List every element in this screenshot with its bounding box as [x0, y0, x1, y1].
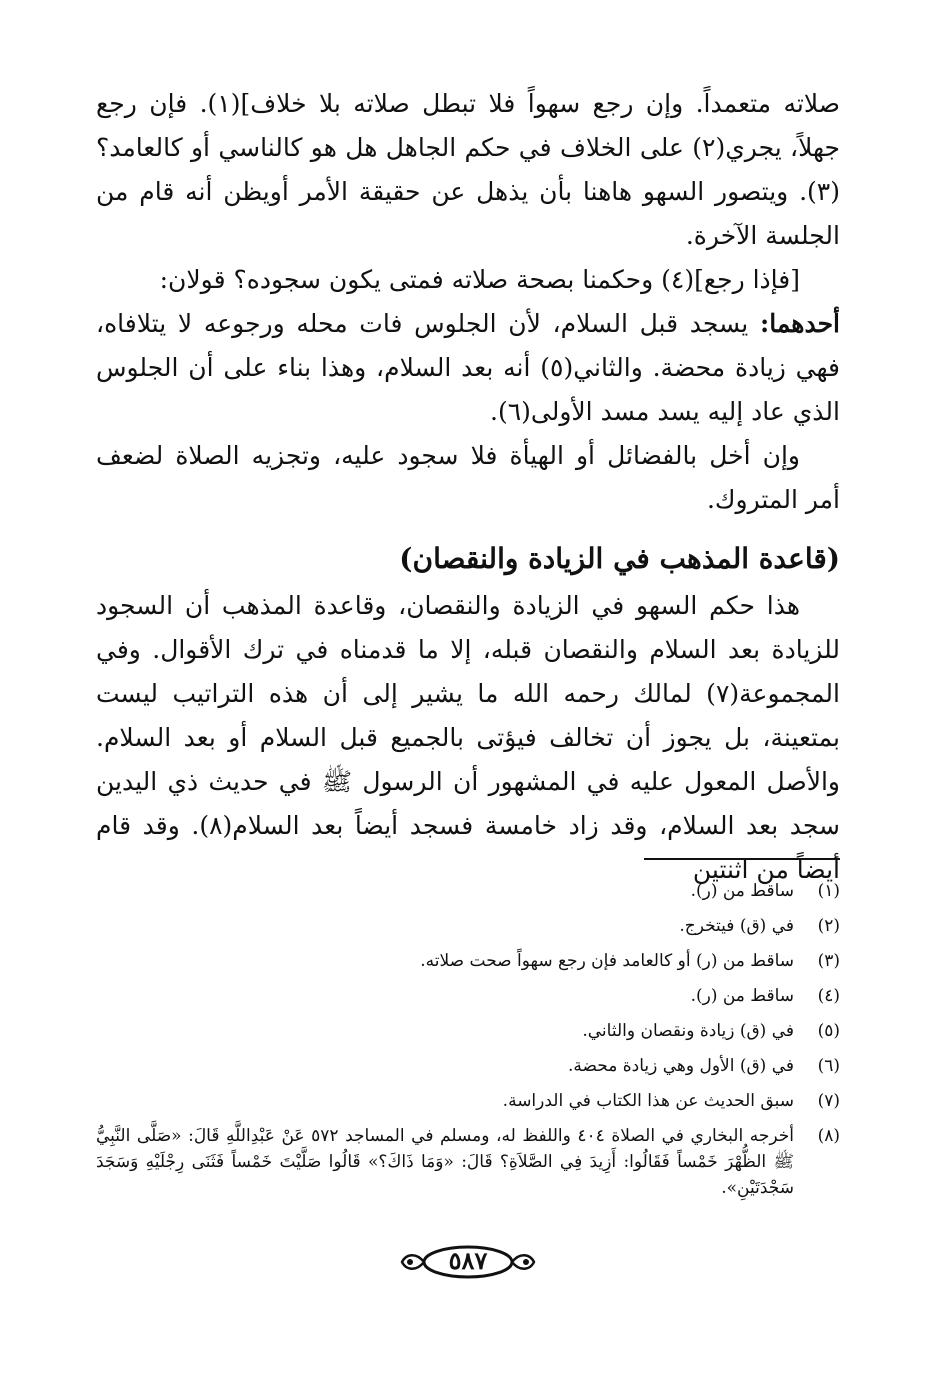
footnote-text: سبق الحديث عن هذا الكتاب في الدراسة.: [502, 1091, 794, 1111]
footnote-text: في (ق) فيتخرج.: [679, 916, 794, 936]
footnote-text: في (ق) الأول وهي زيادة محضة.: [567, 1056, 794, 1076]
footnote: [96, 1053, 840, 1079]
book-page: [96, 82, 840, 1322]
footnote-number: (٧): [817, 1091, 840, 1111]
paragraph-3-text: يسجد قبل السلام، لأن الجلوس فات محله ورجوعه لا يتلافاه، فهي زيادة محضة. والثاني(٥) أنه بعد السلام، وهذا بناء على أن الجلوس الذي عاد إليه يسد مسد الأولى(٦).: [96, 309, 840, 426]
footnote-separator: [644, 858, 840, 860]
footnote: [96, 1088, 840, 1114]
paragraph-3: [96, 302, 840, 434]
paragraph-4: وإن أخل بالفضائل أو الهيأة فلا سجود عليه، وتجزيه الصلاة لضعف أمر المتروك.: [96, 441, 840, 514]
footnote: [96, 983, 840, 1009]
page-number: ٥٨٧: [448, 1246, 488, 1275]
section-heading: (قاعدة المذهب في الزيادة والنقصان): [399, 542, 840, 575]
footnote-number: (٥): [817, 1021, 840, 1041]
footnote: [96, 948, 840, 974]
footnote: [96, 1018, 840, 1044]
paragraph-2: [فإذا رجع](٤) وحكمنا بصحة صلاته فمتى يكون سجوده؟ قولان:: [159, 265, 800, 294]
footnote-number: (٣): [817, 951, 840, 971]
footnote-number: (٢): [817, 916, 840, 936]
paragraph-5: هذا حكم السهو في الزيادة والنقصان، وقاعدة المذهب أن السجود للزيادة بعد السلام والنقصان قبله، إلا ما قدمناه في ترك الأقوال. وفي المجموعة(٧) لمالك رحمه الله ما يشير إلى أن هذه التراتيب ليست بمتعينة، بل يجوز أن تخالف فيؤتى بالجميع قبل السلام أو بعد السلام. والأصل المعول عليه في المشهور أن الرسول ﷺ في حديث ذي اليدين سجد بعد السلام، وقد زاد خامسة فسجد أيضاً بعد السلام(٨). وقد قام أيضاً من اثنتين: [96, 591, 840, 884]
footnote-text: ساقط من (ر) أو كالعامد فإن رجع سهواً صحت صلاته.: [420, 951, 794, 971]
footnote-number: (٨): [817, 1126, 840, 1146]
footnote: [96, 1123, 840, 1201]
footnote-text: أخرجه البخاري في الصلاة ٤٠٤ واللفظ له، ومسلم في المساجد ٥٧٢ عَنْ عَبْدِاللَّهِ قَالَ: «صَلَّى النَّبِيُّ ﷺ الظُّهْرَ خَمْساً فَقَالُوا: أَزِيدَ فِي الصَّلاَةِ؟ قَالَ: «وَمَا ذَاكَ؟» قَالُوا صَلَّيْتَ خَمْساً فَثَنَى رِجْلَيْهِ وَسَجَدَ سَجْدَتَيْنِ».: [96, 1126, 795, 1198]
paragraph-3-lead: أحدهما:: [759, 309, 840, 338]
footnote-number: (١): [817, 881, 840, 901]
footnote-number: (٦): [817, 1056, 840, 1076]
footnotes: [96, 878, 840, 1210]
footnote-number: (٤): [817, 986, 840, 1006]
footnote: [96, 878, 840, 904]
paragraph-1: صلاته متعمداً. وإن رجع سهواً فلا تبطل صلاته بلا خلاف](١). فإن رجع جهلاً، يجري(٢) على الخلاف في حكم الجاهل هل هو كالناسي أو كالعامد؟(٣). ويتصور السهو هاهنا بأن يذهل عن حقيقة الأمر أويظن أنه قام من الجلسة الآخرة.: [96, 89, 840, 250]
footnote-text: ساقط من (ر).: [690, 881, 794, 901]
footnote-text: في (ق) زيادة ونقصان والثاني.: [582, 1021, 794, 1041]
page-number-ornament: [396, 1242, 540, 1282]
footnote-text: ساقط من (ر).: [690, 986, 794, 1006]
footnote: [96, 913, 840, 939]
